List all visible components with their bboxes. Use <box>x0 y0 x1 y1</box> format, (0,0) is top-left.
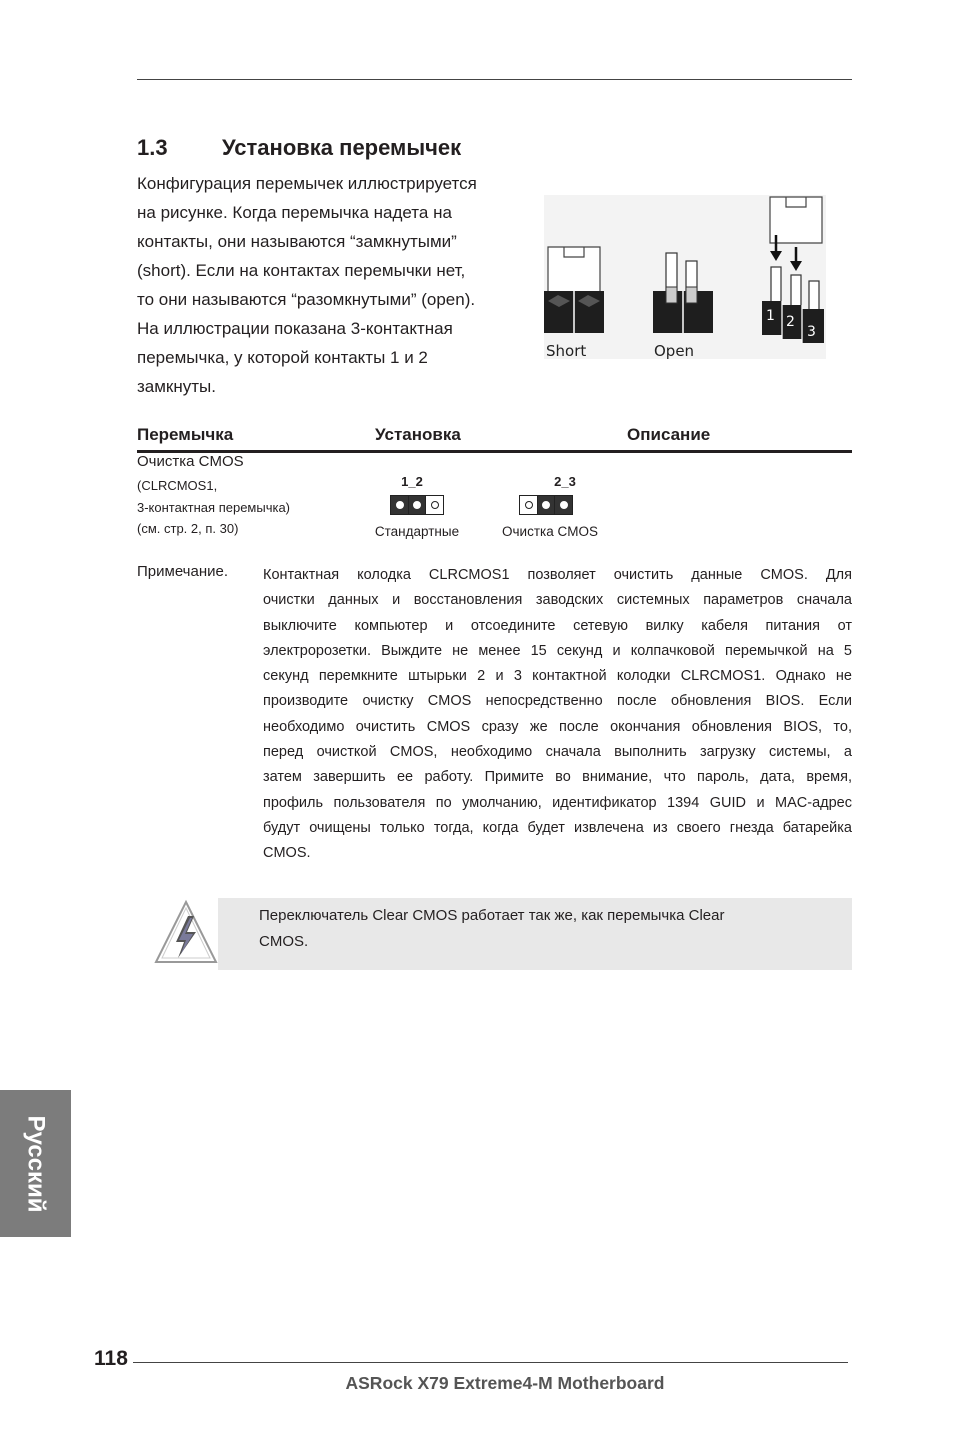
table-header-rule <box>137 450 852 453</box>
note-line: производите очистку CMOS непосредственно после обновления BIOS. Если <box>263 693 852 710</box>
pin-header-default <box>390 495 443 517</box>
short-jumper-drawing <box>544 247 604 333</box>
caption-default: Стандартные <box>374 524 460 539</box>
footer-title: ASRock X79 Extreme4-M Motherboard <box>345 1373 665 1393</box>
pin-open <box>425 495 444 515</box>
note-line: CMOS. <box>263 845 311 862</box>
table-header-jumper: Перемычка <box>137 425 234 444</box>
note-line: Контактная колодка CLRCMOS1 позволяет очистить данные CMOS. Для <box>263 567 852 583</box>
section-number: 1.3 <box>137 135 168 160</box>
note-line: перед очисткой CMOS, необходимо сначала выполнить загрузку системы, а <box>263 744 852 761</box>
jumper-detail: (см. стр. 2, п. 30) <box>137 521 239 536</box>
jumper-detail: 3-контактная перемычка) <box>137 500 291 515</box>
warning-text <box>259 903 819 955</box>
intro-line: (short). Если на контактах перемычки нет, <box>137 261 466 280</box>
note-line: электророзетки. Выждите не менее 15 секунд и колпачковой перемычкой на 5 <box>263 642 852 659</box>
note-line: секунд перемкните штырьки 2 и 3 контактной колодки CLRCMOS1. Однако не <box>263 668 852 685</box>
intro-line: перемычка, у которой контакты 1 и 2 <box>137 348 428 367</box>
pin-shorted <box>554 495 573 515</box>
jumper-name: Очистка CMOS <box>137 453 244 470</box>
warning-lightning-icon <box>150 898 220 966</box>
header-rule <box>137 79 852 80</box>
pin-label-clear: 2_3 <box>554 474 576 489</box>
note-line: выключите компьютер и отсоедините сетевую вилку кабеля питания от <box>263 617 852 634</box>
language-tab-label-wrap <box>0 1090 71 1237</box>
pin-label-default: 1_2 <box>401 474 423 489</box>
table-header-setting: Установка <box>375 425 461 444</box>
language-tab-label: Русский <box>22 1115 50 1212</box>
jumper-diagram <box>544 195 826 359</box>
intro-line: на рисунке. Когда перемычка надета на <box>137 203 452 222</box>
section-title: Установка перемычек <box>222 135 462 160</box>
intro-line: Конфигурация перемычек иллюстрируется <box>137 174 477 193</box>
pin-number-3: 3 <box>807 324 816 340</box>
warning-line: CMOS. <box>259 933 309 950</box>
jumper-illustration <box>544 195 826 359</box>
short-label: Short <box>546 342 587 359</box>
table-header-description: Описание <box>627 425 711 444</box>
intro-line: контакты, они называются “замкнутыми” <box>137 232 457 251</box>
footer-rule <box>133 1362 848 1363</box>
caption-clear: Очистка CMOS <box>502 524 598 539</box>
note-label: Примечание. <box>137 563 228 580</box>
pin-number-2: 2 <box>786 314 795 330</box>
pin-open <box>519 495 538 515</box>
intro-line: то они называются “разомкнутыми” (open). <box>137 290 476 309</box>
page-number: 118 <box>94 1347 128 1370</box>
warning-line: Переключатель Clear CMOS работает так же, как перемычка Clear <box>259 907 725 924</box>
pin-shorted <box>537 495 556 515</box>
open-jumper-drawing <box>653 253 713 333</box>
note-line: очистки данных и восстановления заводских системных параметров сначала <box>263 592 852 609</box>
intro-paragraph <box>137 169 532 401</box>
note-line: будут очищены только тогда, когда будет извлечена из своего гнезда батарейка <box>263 819 852 836</box>
note-line: затем завершить ее работу. Примите во внимание, что пароль, дата, время, <box>263 769 852 786</box>
note-paragraph <box>263 563 852 867</box>
intro-line: На иллюстрации показана 3-контактная <box>137 319 453 338</box>
intro-line: замкнуты. <box>137 377 216 396</box>
jumper-detail: (CLRCMOS1, <box>137 478 218 493</box>
note-line: необходимо очистить CMOS сразу же после окончания обновления BIOS, то, <box>263 718 852 735</box>
pin-shorted <box>408 495 427 515</box>
note-line: профиль пользователя по умолчанию, идентификатор 1394 GUID и MAC-адрес <box>263 794 852 811</box>
open-label: Open <box>654 342 695 359</box>
pin-header-clear <box>519 495 572 517</box>
pin-shorted <box>390 495 409 515</box>
pin-number-1: 1 <box>766 308 775 324</box>
